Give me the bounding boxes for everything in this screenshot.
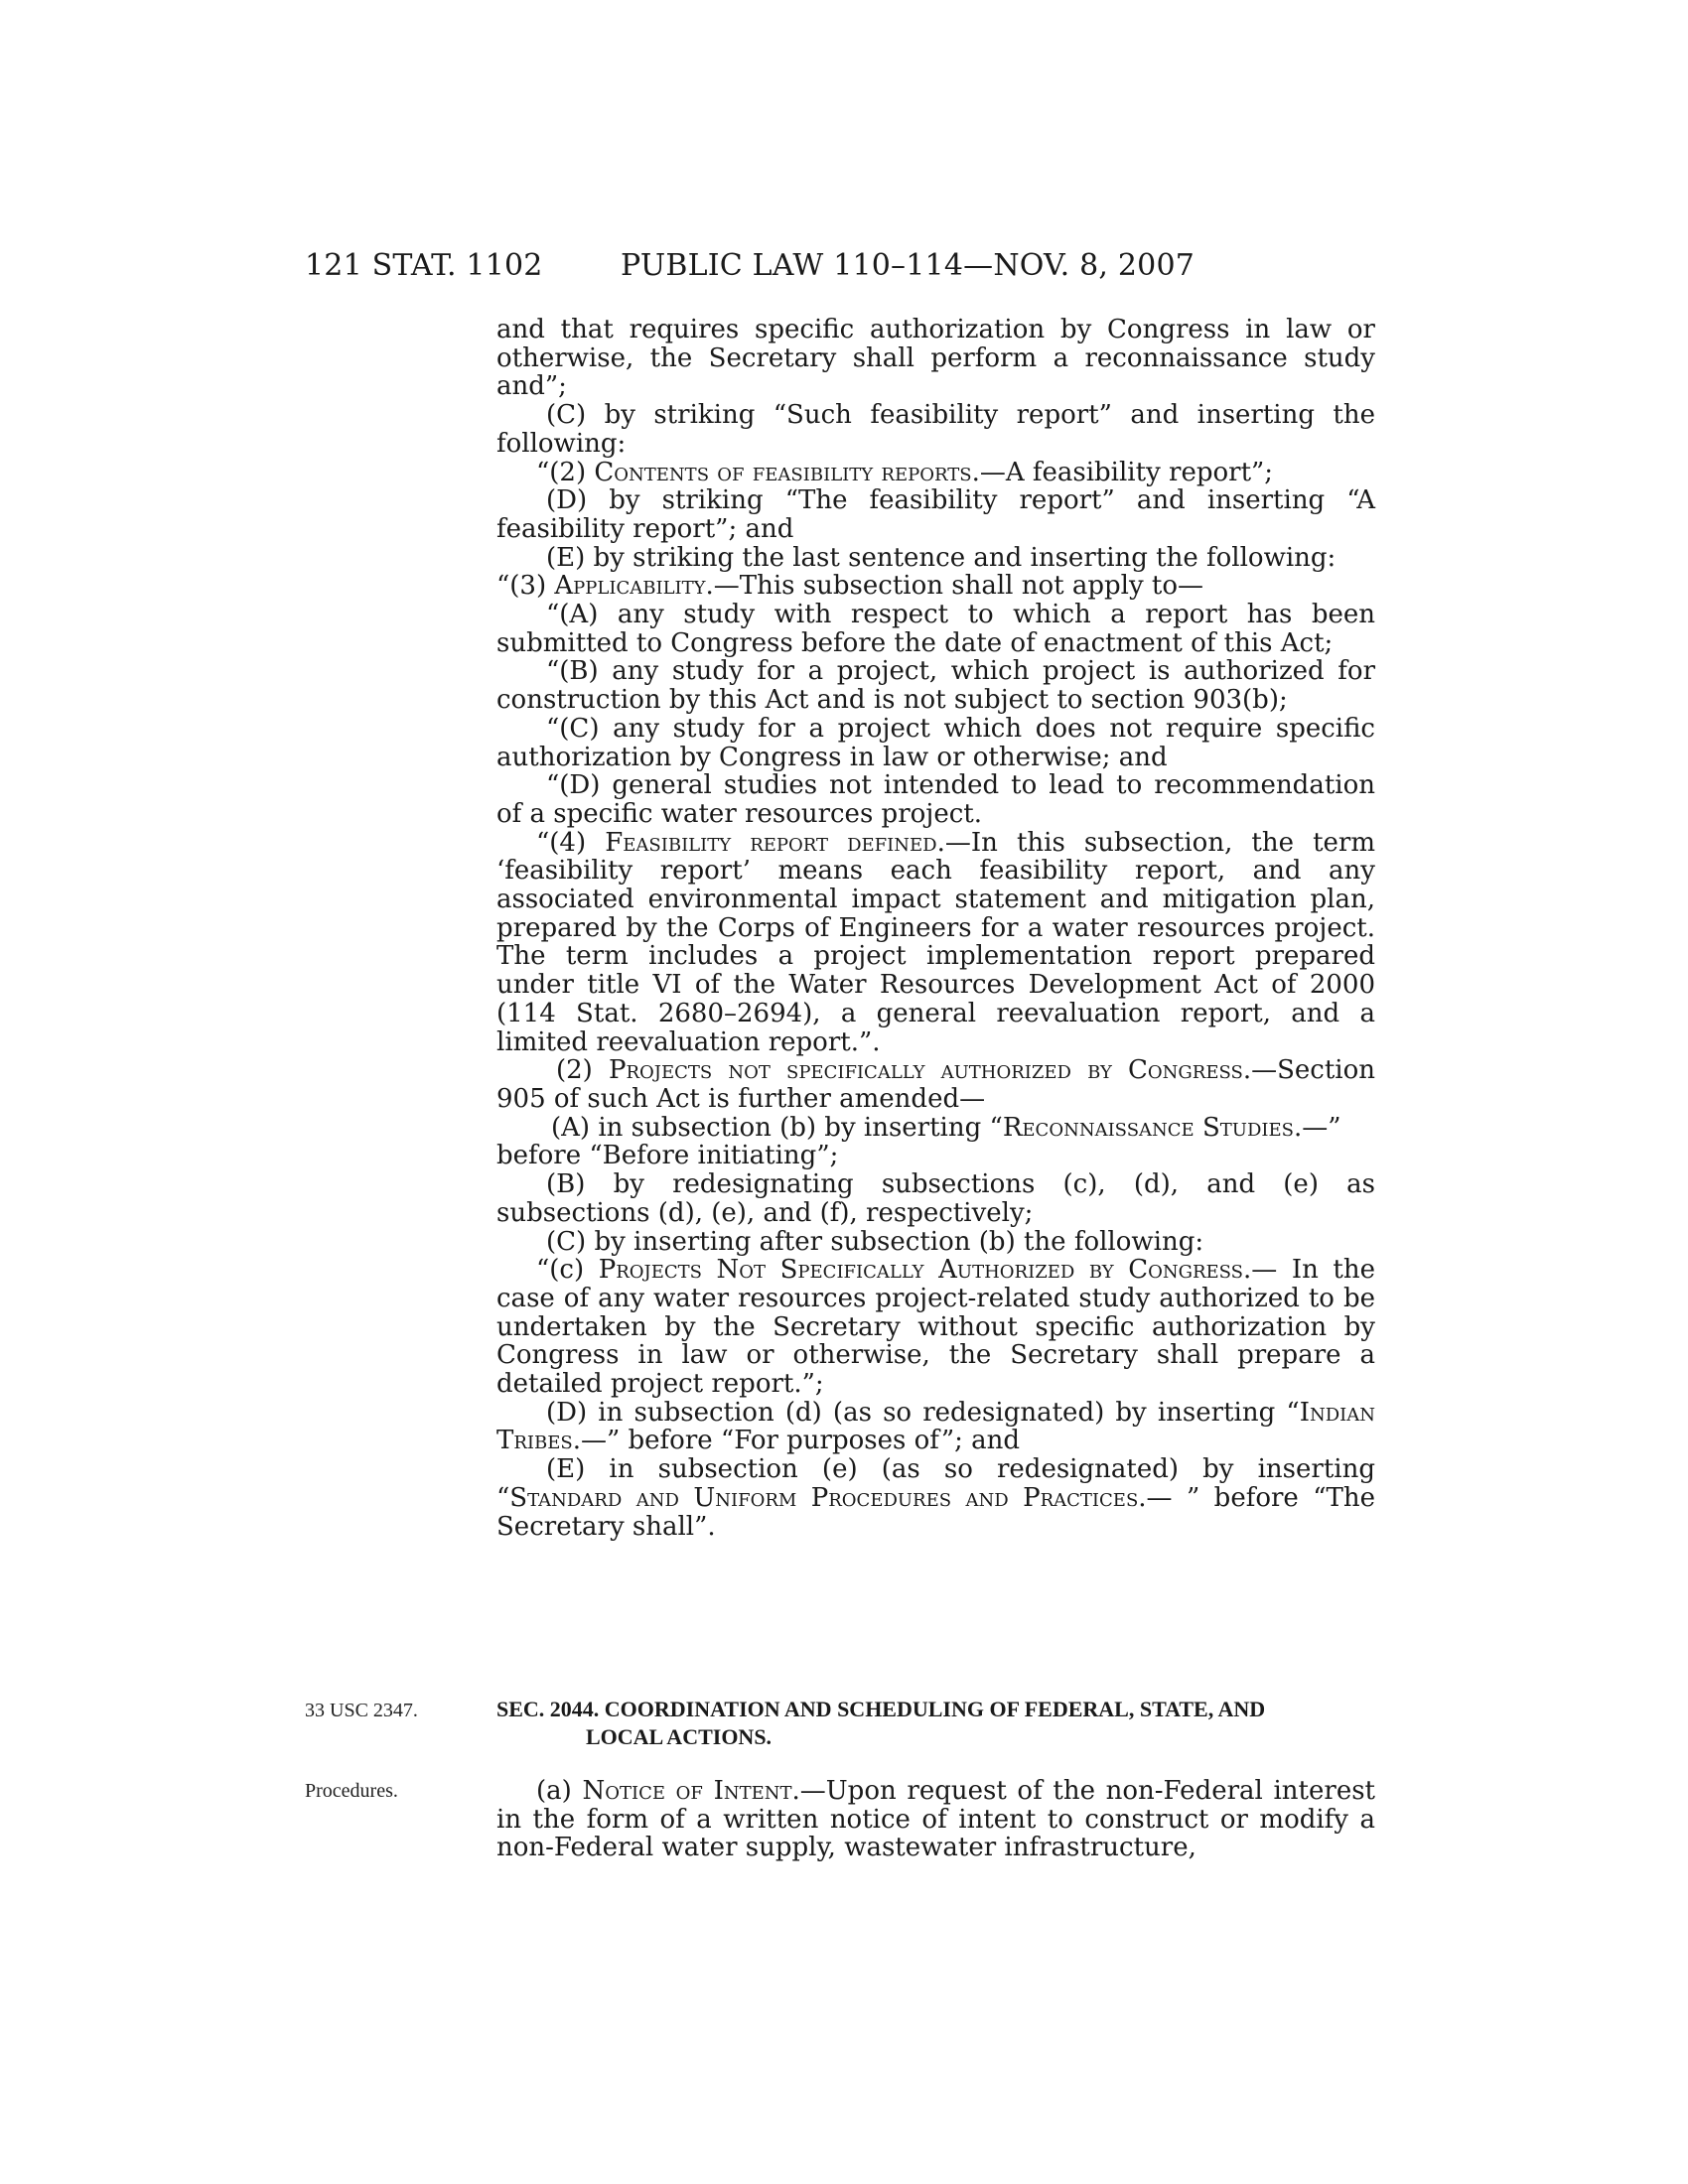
- section-heading-line: LOCAL ACTIONS.: [586, 1724, 773, 1749]
- margin-note-procedures: Procedures.: [305, 1780, 398, 1802]
- paragraph: (D) in subsection (d) (as so redesignated) by inserting “Indian Tribes.—” before “For purposes of”; and: [496, 1397, 1375, 1456]
- body-text: [496, 316, 1375, 1541]
- paragraph: “(D) general studies not intended to lead to recommendation of a specific water resources project.: [496, 770, 1375, 829]
- stat-reference: 121 STAT. 1102: [305, 248, 543, 283]
- paragraph: “(c) Projects Not Specifically Authorized by Congress.— In the case of any water resources project-related study authorized to be undertaken by the Secretary without specific authorization by Congress in law or otherwise, the Secretary shall prepare a detailed project report.”;: [496, 1255, 1375, 1400]
- paragraph: (2) Projects not specifically authorized by Congress.—Section 905 of such Act is further amended—: [496, 1055, 1375, 1114]
- paragraph: (B) by redesignating subsections (c), (d), and (e) as subsections (d), (e), and (f), respectively;: [496, 1169, 1375, 1228]
- paragraph: “(3) Applicability.—This subsection shall not apply to—: [496, 571, 1203, 602]
- paragraph: (E) in subsection (e) (as so redesignated) by inserting “Standard and Uniform Procedures and Practices.— ” before “The Secretary shall”.: [496, 1454, 1375, 1542]
- section-paragraph: (a) Notice of Intent.—Upon request of the non-Federal interest in the form of a written notice of intent to construct or modify a non-Federal water supply, wastewater infrastructure,: [496, 1776, 1375, 1863]
- paragraph: (C) by striking “Such feasibility report” and inserting the following:: [496, 400, 1375, 459]
- paragraph: (E) by striking the last sentence and inserting the following:: [546, 542, 1336, 573]
- section-heading-line: SEC. 2044. COORDINATION AND SCHEDULING OF FEDERAL, STATE, AND: [496, 1697, 1266, 1721]
- paragraph: “(B) any study for a project, which project is authorized for construction by this Act and is not subject to section 903(b);: [496, 656, 1375, 716]
- paragraph: (A) in subsection (b) by inserting “Reconnaissance Studies.—” before “Before initiating”;: [496, 1112, 1341, 1171]
- section-heading: [496, 1696, 1380, 1751]
- law-title: PUBLIC LAW 110–114—NOV. 8, 2007: [621, 248, 1196, 283]
- margin-note-usc: 33 USC 2347.: [305, 1700, 418, 1721]
- paragraph: “(2) Contents of feasibility reports.—A feasibility report”;: [536, 457, 1274, 487]
- paragraph: “(C) any study for a project which does not require specific authorization by Congress in law or otherwise; and: [496, 713, 1375, 772]
- paragraph: and that requires specific authorization by Congress in law or otherwise, the Secretary shall perform a reconnaissance study and”;: [496, 315, 1375, 402]
- paragraph: “(A) any study with respect to which a report has been submitted to Congress before the date of enactment of this Act;: [496, 600, 1375, 658]
- paragraph: “(4) Feasibility report defined.—In this subsection, the term ‘feasibility report’ means each feasibility report, and any associated environmental impact statement and mitigation plan, prepared by the Corps of Engineers for a water resources project. The term includes a project implementation report prepared under title VI of the Water Resources Development Act of 2000 (114 Stat. 2680–2694), a general reevaluation report, and a limited reevaluation report.”.: [496, 827, 1376, 1057]
- paragraph: (C) by inserting after subsection (b) the following:: [546, 1226, 1204, 1257]
- running-header: [0, 248, 1688, 288]
- paragraph: (D) by striking “The feasibility report” and inserting “A feasibility report”; and: [496, 485, 1375, 544]
